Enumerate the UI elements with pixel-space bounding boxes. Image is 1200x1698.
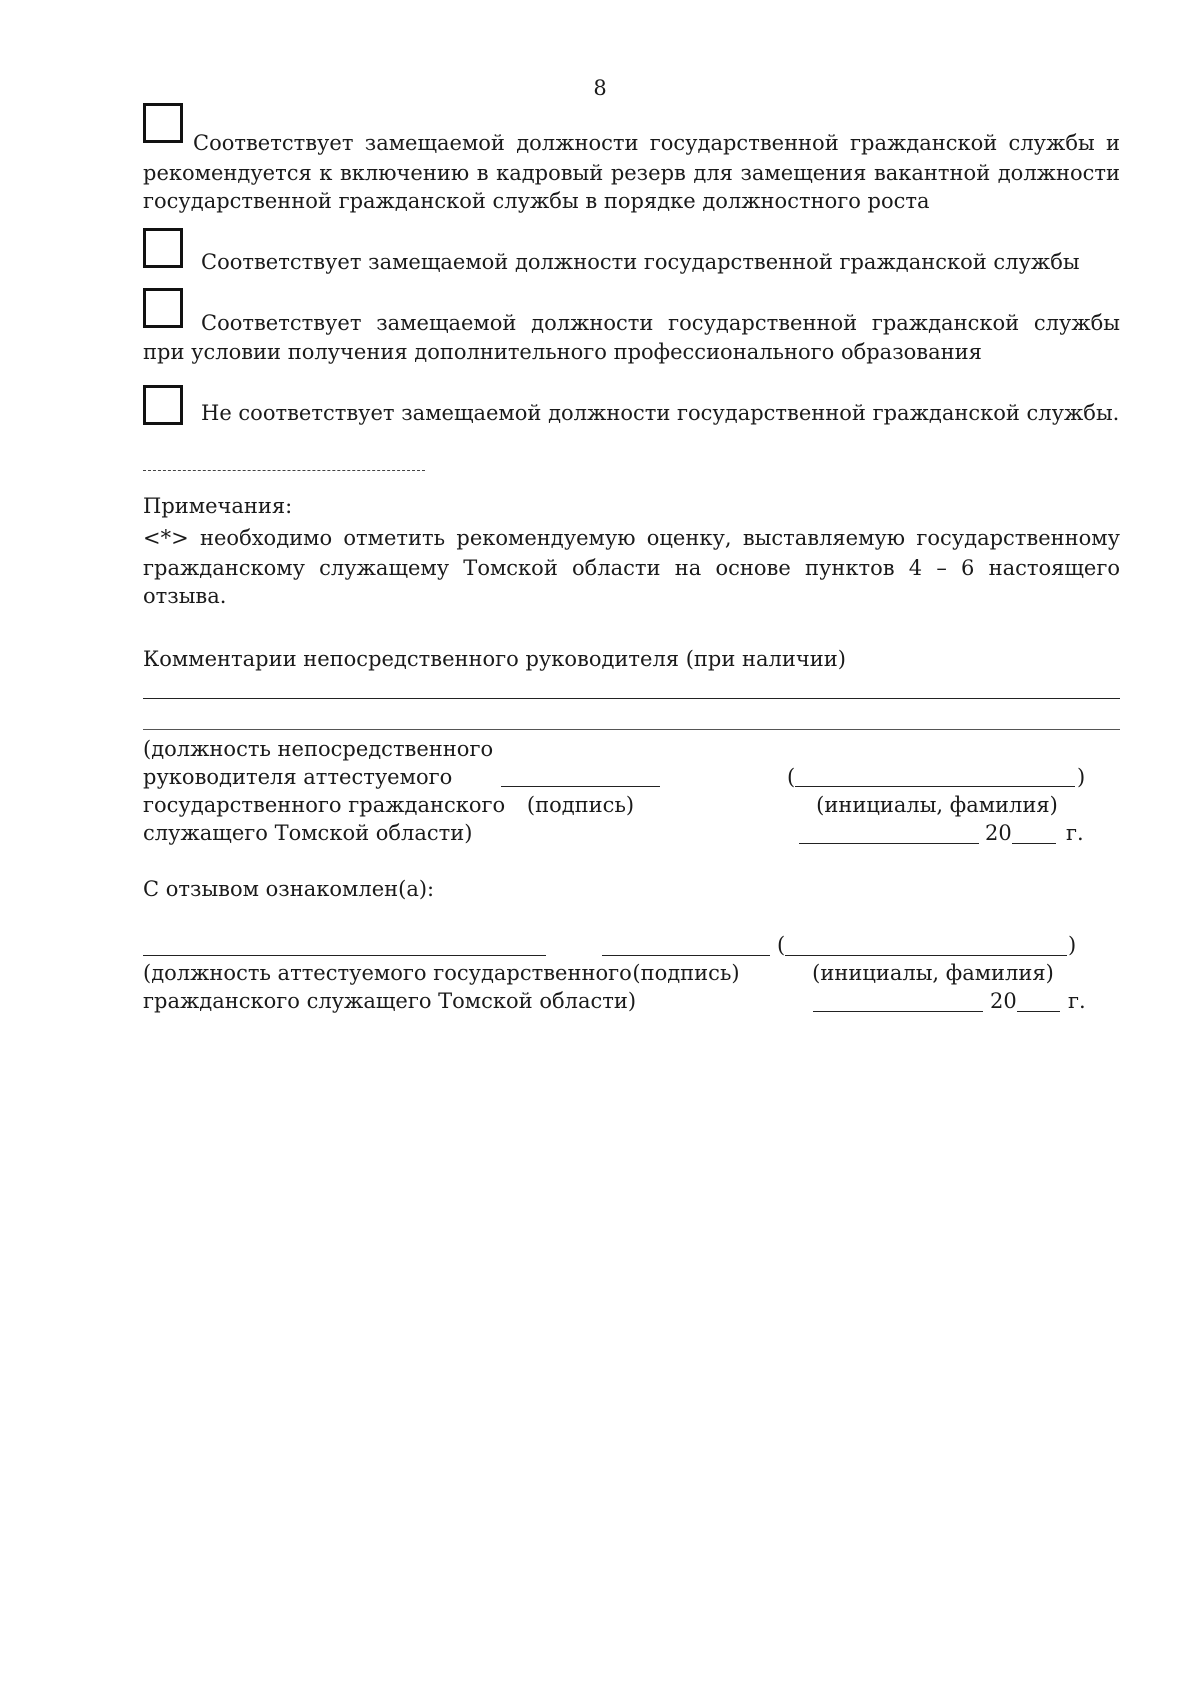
supervisor-name-close-paren: ) (1077, 765, 1086, 789)
supervisor-year-suffix: г. (1066, 821, 1084, 845)
option-1-line-2: рекомендуется к включению в кадровый резерв для замещения вакантной должности (143, 161, 1120, 185)
supervisor-year-line[interactable] (1012, 843, 1056, 844)
comments-line-1[interactable] (143, 698, 1120, 699)
ack-name-close-paren: ) (1068, 933, 1077, 957)
option-3-line-1: Соответствует замещаемой должности государственной гражданской службы (201, 311, 1120, 335)
supervisor-signature-caption: (подпись) (526, 793, 635, 817)
ack-year-suffix: г. (1068, 989, 1086, 1013)
supervisor-position-line-3: государственного гражданского (143, 793, 506, 817)
acknowledgement-label: С отзывом ознакомлен(а): (143, 877, 435, 901)
supervisor-position-line-1: (должность непосредственного (143, 737, 494, 761)
ack-date-line[interactable] (813, 1011, 983, 1012)
comments-line-2[interactable] (143, 729, 1120, 730)
ack-position-line[interactable] (143, 955, 546, 956)
notes-separator (143, 470, 425, 471)
comments-label: Комментарии непосредственного руководителя (при наличии) (143, 647, 846, 671)
option-3-line-2: при условии получения дополнительного профессионального образования (143, 340, 982, 364)
option-1-line-1: Соответствует замещаемой должности государственной гражданской службы и (193, 131, 1120, 155)
supervisor-name-line[interactable] (795, 786, 1075, 787)
ack-position-line-1: (должность аттестуемого государственного (143, 961, 632, 985)
notes-line-1: <*> необходимо отметить рекомендуемую оценку, выставляемую государственному (143, 526, 1120, 550)
ack-signature-line[interactable] (602, 955, 770, 956)
option-1-line-3: государственной гражданской службы в порядке должностного роста (143, 189, 930, 213)
ack-name-caption: (инициалы, фамилия) (812, 961, 1054, 985)
page-number: 8 (593, 76, 607, 100)
option-4-line-1: Не соответствует замещаемой должности государственной гражданской службы. (201, 401, 1120, 425)
supervisor-name-open-paren: ( (787, 765, 796, 789)
ack-signature-caption: (подпись) (632, 961, 740, 985)
ack-name-line[interactable] (785, 955, 1067, 956)
notes-line-2: гражданскому служащему Томской области на основе пунктов 4 – 6 настоящего (143, 556, 1120, 580)
ack-name-open-paren: ( (777, 933, 786, 957)
notes-title: Примечания: (143, 494, 293, 518)
supervisor-position-line-4: служащего Томской области) (143, 821, 473, 845)
supervisor-position-line-2: руководителя аттестуемого (143, 765, 453, 789)
option-4-checkbox[interactable] (143, 385, 183, 425)
option-2-line-1: Соответствует замещаемой должности государственной гражданской службы (201, 250, 1080, 274)
supervisor-date-line[interactable] (799, 843, 979, 844)
option-3-checkbox[interactable] (143, 288, 183, 328)
supervisor-year-prefix: 20 (985, 821, 1012, 845)
supervisor-signature-line[interactable] (501, 786, 660, 787)
option-2-checkbox[interactable] (143, 228, 183, 268)
ack-year-line[interactable] (1017, 1011, 1060, 1012)
ack-position-line-2: гражданского служащего Томской области) (143, 989, 637, 1013)
notes-line-3: отзыва. (143, 584, 227, 608)
ack-year-prefix: 20 (990, 989, 1017, 1013)
supervisor-name-caption: (инициалы, фамилия) (816, 793, 1058, 817)
option-1-checkbox[interactable] (143, 103, 183, 143)
